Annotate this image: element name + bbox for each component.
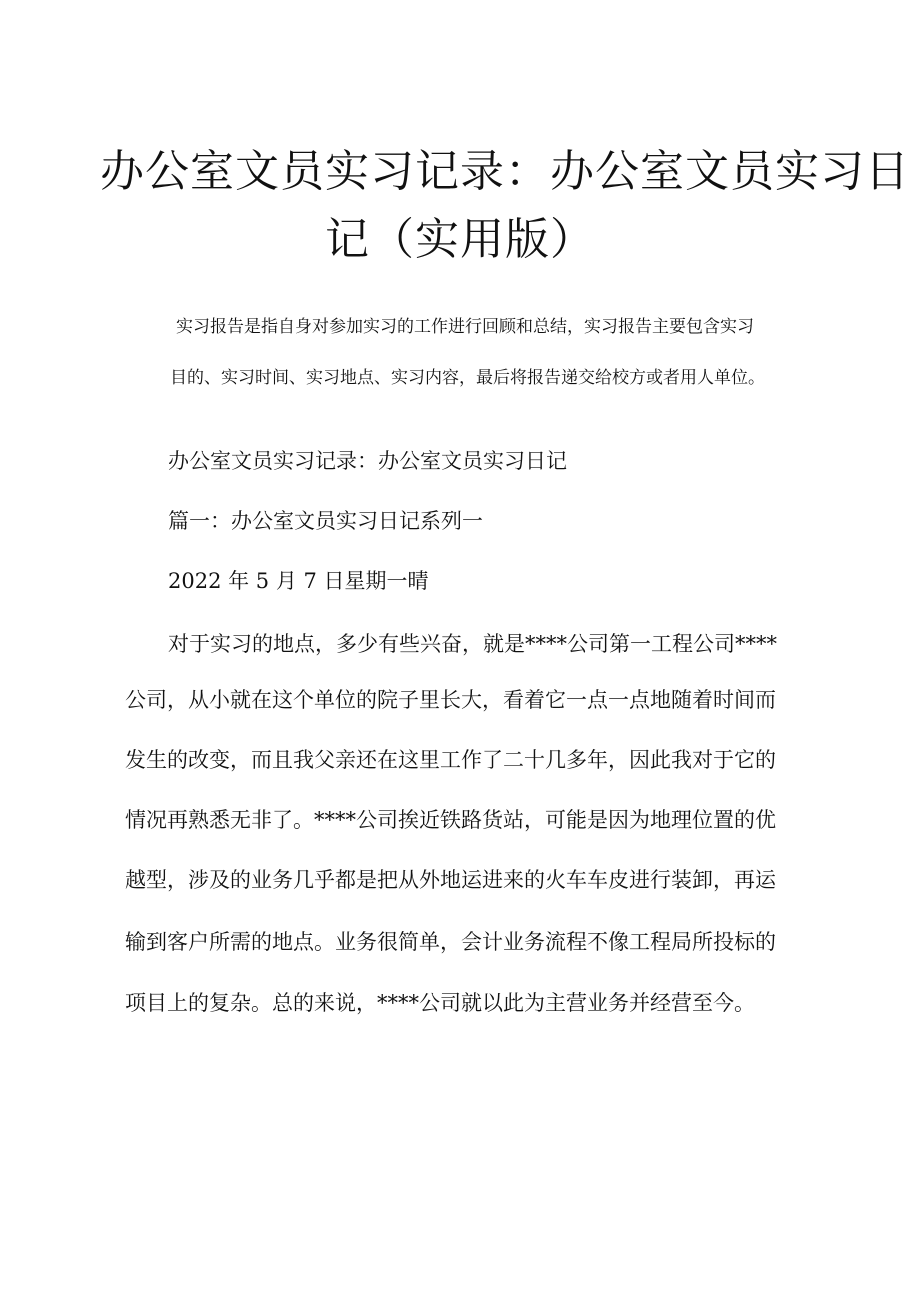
paragraph-line: 情况再熟悉无非了。****公司挨近铁路货站，可能是因为地理位置的优: [125, 808, 776, 832]
subtitle: 办公室文员实习记录：办公室文员实习日记: [168, 449, 567, 473]
document-title-line-1: 办公室文员实习记录：办公室文员实习日: [100, 146, 910, 197]
paragraph-line: 对于实习的地点，多少有些兴奋，就是****公司第一工程公司****: [168, 632, 777, 656]
paragraph-line: 发生的改变，而且我父亲还在这里工作了二十几多年，因此我对于它的: [125, 748, 776, 772]
section-heading: 篇一：办公室文员实习日记系列一: [168, 509, 483, 533]
document-title-line-2: 记（实用版）: [325, 214, 595, 265]
abstract-line-1: 实习报告是指自身对参加实习的工作进行回顾和总结，实习报告主要包含实习: [176, 317, 754, 337]
paragraph-line: 输到客户所需的地点。业务很简单，会计业务流程不像工程局所投标的: [125, 930, 776, 954]
paragraph-line: 公司，从小就在这个单位的院子里长大，看着它一点一点地随着时间而: [125, 688, 776, 712]
paragraph-line: 越型，涉及的业务几乎都是把从外地运进来的火车车皮进行装卸，再运: [125, 868, 776, 892]
date-line: 2022 年 5 月 7 日星期一晴: [168, 569, 429, 593]
abstract-line-2: 目的、实习时间、实习地点、实习内容，最后将报告递交给校方或者用人单位。: [170, 368, 765, 388]
paragraph-line: 项目上的复杂。总的来说，****公司就以此为主营业务并经营至今。: [125, 991, 755, 1015]
